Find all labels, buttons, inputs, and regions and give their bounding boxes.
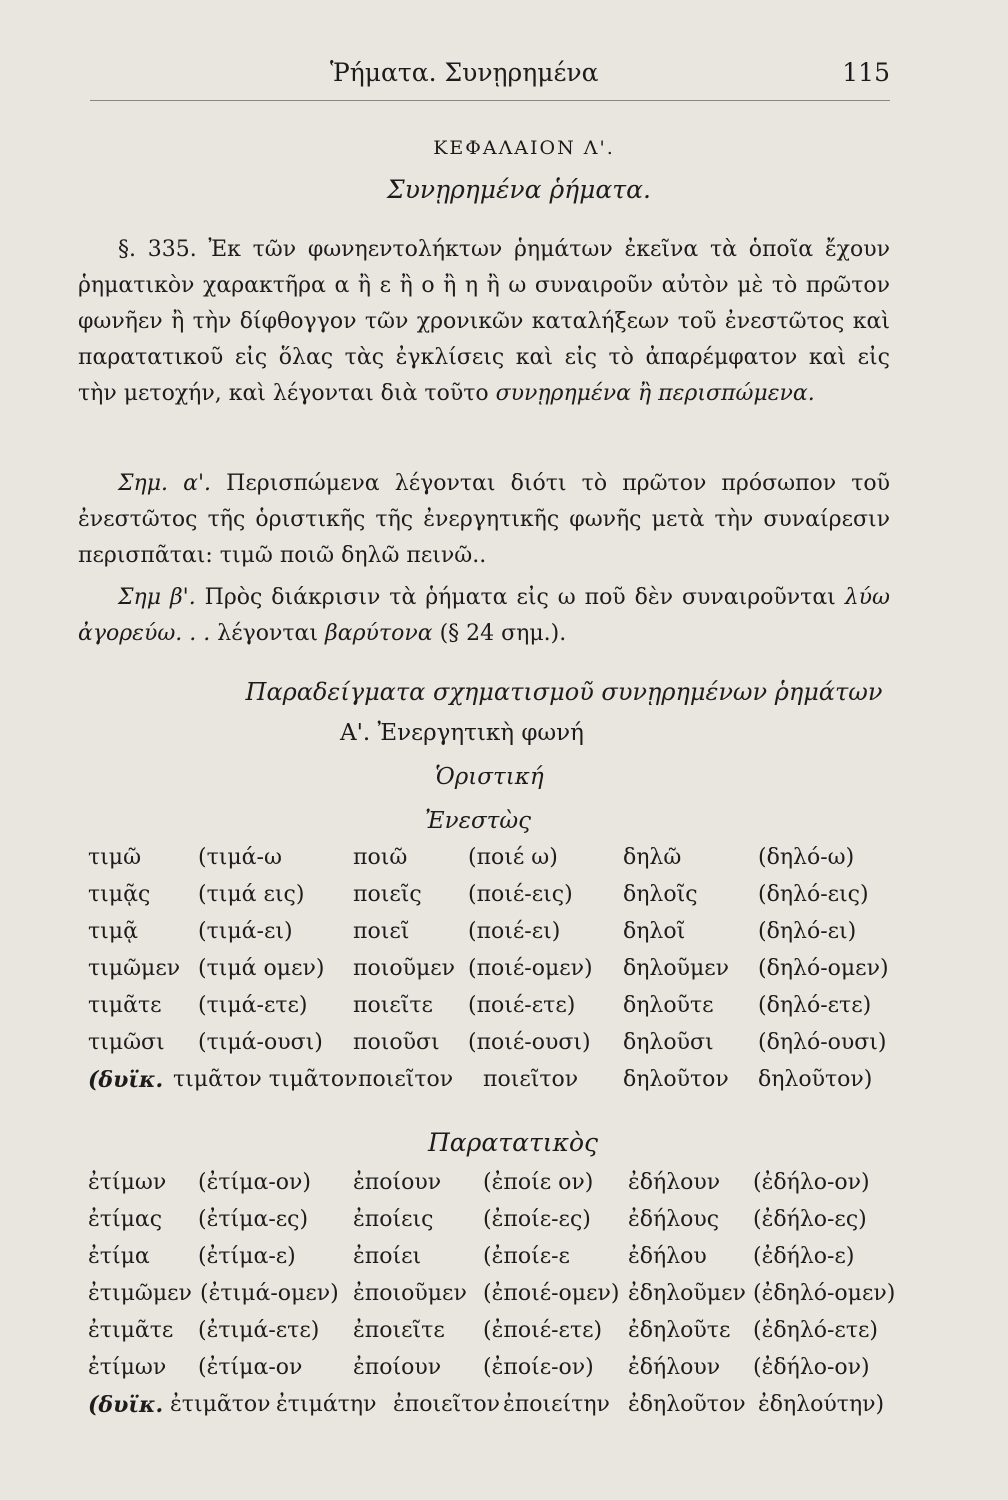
table-row — [88, 993, 908, 1030]
table-row — [88, 956, 908, 993]
table-cell: ἐτίμων — [88, 1355, 167, 1380]
table-cell: ἐποιεῖτε — [353, 1318, 445, 1343]
dual-form: ἐποιεῖτον — [393, 1392, 500, 1417]
dual-form: ἐποιείτην — [503, 1392, 610, 1417]
note-b-examples: λύω ἀγορεύω. . . — [78, 585, 890, 646]
imperfect-dual-row — [88, 1392, 908, 1429]
dual-label — [88, 1392, 163, 1418]
page-number: 115 — [842, 58, 890, 87]
dual-label-text: (δυϊκ. — [88, 1392, 164, 1418]
mood-heading: Ὁριστική — [435, 764, 544, 790]
paragraph-335-text: §. 335. Ἐκ τῶν φωνηεντολήκτων ῥημάτων ἐκεῖνα τὰ ὁποῖα ἔχουν ῥηματικὸν χαρακτῆρα α ἢ ε ἢ ο ἢ η ἢ ω συναιροῦν αὐτὸν μὲ τὸ πρῶτον φωνῆεν ἢ τὴν δίφθογγον τῶν χρονικῶν καταλήξεων τοῦ ἐνεστῶτος καὶ παρατατικοῦ εἰς ὅλας τὰς ἐγκλίσεις καὶ εἰς τὸ ἀπαρέμφατον καὶ εἰς τὴν μετοχήν, καὶ λέγονται διὰ τοῦτο — [78, 237, 890, 406]
dual-form: ἐτιμάτην — [276, 1392, 377, 1417]
table-cell: (δηλό-ει) — [758, 919, 857, 944]
table-cell: τιμᾷς — [88, 882, 151, 907]
imperfect-tense-heading: Παρατατικὸς — [428, 1128, 599, 1157]
table-cell: τιμῶμεν — [88, 956, 181, 981]
table-cell: ἐδήλουν — [628, 1170, 721, 1195]
table-cell: (ἐτιμά-ετε) — [198, 1318, 320, 1343]
table-cell: (δηλό-ετε) — [758, 993, 872, 1018]
table-cell: (ἐποίε ον) — [483, 1170, 594, 1195]
table-cell: (ἐδηλό-ομεν) — [753, 1281, 896, 1306]
table-cell: δηλοῖς — [623, 882, 698, 907]
dual-label-text: (δυϊκ. — [88, 1067, 164, 1093]
table-cell: (ἐτίμα-ε) — [198, 1244, 296, 1269]
table-cell: (ἐδήλο-ε) — [753, 1244, 855, 1269]
table-cell: ποιεῖτε — [353, 993, 433, 1018]
table-cell: ἐδηλοῦμεν — [628, 1281, 746, 1306]
present-conjugation-table — [88, 845, 908, 1104]
table-row — [88, 1207, 908, 1244]
table-cell: (δηλό-εις) — [758, 882, 869, 907]
note-a-label: Σημ. α'. — [118, 471, 212, 496]
table-cell: (ποιέ-ουσι) — [468, 1030, 591, 1055]
table-cell: δηλοῦμεν — [623, 956, 730, 981]
paragraph-335 — [78, 232, 890, 412]
table-cell: (δηλό-ω) — [758, 845, 855, 870]
table-cell: ἐτίμα — [88, 1244, 150, 1269]
table-row — [88, 845, 908, 882]
table-cell: τιμᾶτε — [88, 993, 162, 1018]
table-cell: ποιῶ — [353, 845, 408, 870]
voice-heading: Α'. Ἐνεργητικὴ φωνή — [340, 720, 584, 746]
note-b — [78, 580, 890, 652]
table-cell: (τιμά-ετε) — [198, 993, 308, 1018]
table-cell: ἐτιμᾶτε — [88, 1318, 174, 1343]
dual-form: τιμᾶτον τιμᾶτον — [173, 1067, 358, 1092]
chapter-label: ΚΕΦΑΛΑΙΟΝ Λ'. — [433, 137, 615, 159]
table-cell: (ἐποίε-ον) — [483, 1355, 594, 1380]
table-cell: δηλῶ — [623, 845, 682, 870]
table-row — [88, 1355, 908, 1392]
dual-label — [88, 1067, 163, 1093]
table-cell: ἐδήλους — [628, 1207, 720, 1232]
table-cell: ἐποίουν — [353, 1170, 442, 1195]
table-cell: (ἐτίμα-ον) — [198, 1170, 311, 1195]
table-cell: (δηλό-ομεν) — [758, 956, 889, 981]
note-b-reference: (§ 24 σημ.). — [439, 621, 567, 646]
table-cell: (ἐτίμα-ες) — [198, 1207, 309, 1232]
table-row — [88, 1244, 908, 1281]
table-cell: τιμῶ — [88, 845, 142, 870]
table-row — [88, 1030, 908, 1067]
header-rule — [90, 100, 890, 101]
table-cell: ἐποίουν — [353, 1355, 442, 1380]
dual-form: δηλοῦτον — [623, 1067, 729, 1092]
table-row — [88, 882, 908, 919]
table-cell: (ποιέ-ετε) — [468, 993, 576, 1018]
table-cell: ἐδηλοῦτε — [628, 1318, 731, 1343]
table-cell: τιμᾷ — [88, 919, 138, 944]
note-a-text: Περισπώμενα λέγονται διότι τὸ πρῶτον πρόσωπον τοῦ ἐνεστῶτος τῆς ὁριστικῆς τῆς ἐνεργητικῆς φωνῆς μετὰ τὴν συναίρεσιν περισπᾶται: τιμῶ ποιῶ δηλῶ πεινῶ.. — [78, 471, 891, 568]
chapter-title: Συνῃρημένα ῥήματα. — [387, 175, 651, 204]
table-cell: (ἐδήλο-ον) — [753, 1355, 870, 1380]
table-cell: (ἐποιέ-ομεν) — [483, 1281, 620, 1306]
table-cell: (τιμά-ουσι) — [198, 1030, 323, 1055]
table-row — [88, 1318, 908, 1355]
table-cell: (ἐποίε-ε — [483, 1244, 570, 1269]
table-cell: ποιεῖ — [353, 919, 410, 944]
table-cell: (ἐδήλο-ον) — [753, 1170, 870, 1195]
running-title: Ῥήματα. Συνῃρημένα — [330, 58, 599, 87]
table-cell: ἐποιοῦμεν — [353, 1281, 467, 1306]
dual-form: δηλοῦτον) — [758, 1067, 873, 1092]
table-cell: (ἐποιέ-ετε) — [483, 1318, 603, 1343]
dual-form: ἐδηλούτην) — [758, 1392, 885, 1417]
note-b-term: βαρύτονα — [325, 621, 433, 646]
table-cell: (ποιέ-ει) — [468, 919, 561, 944]
table-cell: ἐτίμων — [88, 1170, 167, 1195]
table-cell: ἐτιμῶμεν — [88, 1281, 192, 1306]
table-cell: (ἐδήλο-ες) — [753, 1207, 867, 1232]
table-cell: (ἐδηλό-ετε) — [753, 1318, 878, 1343]
table-cell: (ἐτιμά-ομεν) — [200, 1281, 339, 1306]
table-cell: ἐδήλου — [628, 1244, 707, 1269]
table-cell: (δηλό-ουσι) — [758, 1030, 887, 1055]
dual-form: ποιεῖτον — [358, 1067, 454, 1092]
table-cell: ἐποίει — [353, 1244, 422, 1269]
table-cell: τιμῶσι — [88, 1030, 165, 1055]
table-cell: ἐτίμας — [88, 1207, 163, 1232]
note-b-text-2: λέγονται — [217, 621, 319, 646]
note-b-text-1: Πρὸς διάκρισιν τὰ ῥήματα εἰς ω ποῦ δὲν συναιροῦνται — [204, 585, 836, 610]
table-cell: (ποιέ ω) — [468, 845, 558, 870]
section-title: Παραδείγματα σχηματισμοῦ συνῃρημένων ῥημάτων — [245, 678, 883, 706]
dual-form: ἐτιμᾶτον — [170, 1392, 271, 1417]
table-cell: ποιοῦσι — [353, 1030, 440, 1055]
table-cell: (ἐποίε-ες) — [483, 1207, 591, 1232]
table-cell: (τιμά ομεν) — [198, 956, 325, 981]
table-cell: (ποιέ-εις) — [468, 882, 573, 907]
running-header — [330, 58, 890, 87]
table-row — [88, 919, 908, 956]
table-cell: ἐδήλουν — [628, 1355, 721, 1380]
table-row — [88, 1281, 908, 1318]
table-cell: ποιεῖς — [353, 882, 422, 907]
table-cell: (ποιέ-ομεν) — [468, 956, 593, 981]
table-cell: δηλοῖ — [623, 919, 686, 944]
dual-form: ἐδηλοῦτον — [628, 1392, 746, 1417]
present-tense-heading: Ἐνεστὼς — [425, 808, 532, 834]
table-cell: ἐποίεις — [353, 1207, 434, 1232]
present-dual-row — [88, 1067, 908, 1104]
dual-form: ποιεῖτον — [483, 1067, 579, 1092]
table-cell: ποιοῦμεν — [353, 956, 456, 981]
table-cell: (ἐτίμα-ον — [198, 1355, 303, 1380]
table-row — [88, 1170, 908, 1207]
table-cell: δηλοῦτε — [623, 993, 714, 1018]
paragraph-335-emphasis: συνῃρημένα ἢ περισπώμενα. — [495, 381, 815, 406]
table-cell: δηλοῦσι — [623, 1030, 714, 1055]
note-a — [78, 466, 890, 574]
table-cell: (τιμά-ω — [198, 845, 282, 870]
imperfect-conjugation-table — [88, 1170, 908, 1429]
note-b-label: Σημ β'. — [118, 585, 196, 610]
table-cell: (τιμά-ει) — [198, 919, 293, 944]
table-cell: (τιμά εις) — [198, 882, 305, 907]
